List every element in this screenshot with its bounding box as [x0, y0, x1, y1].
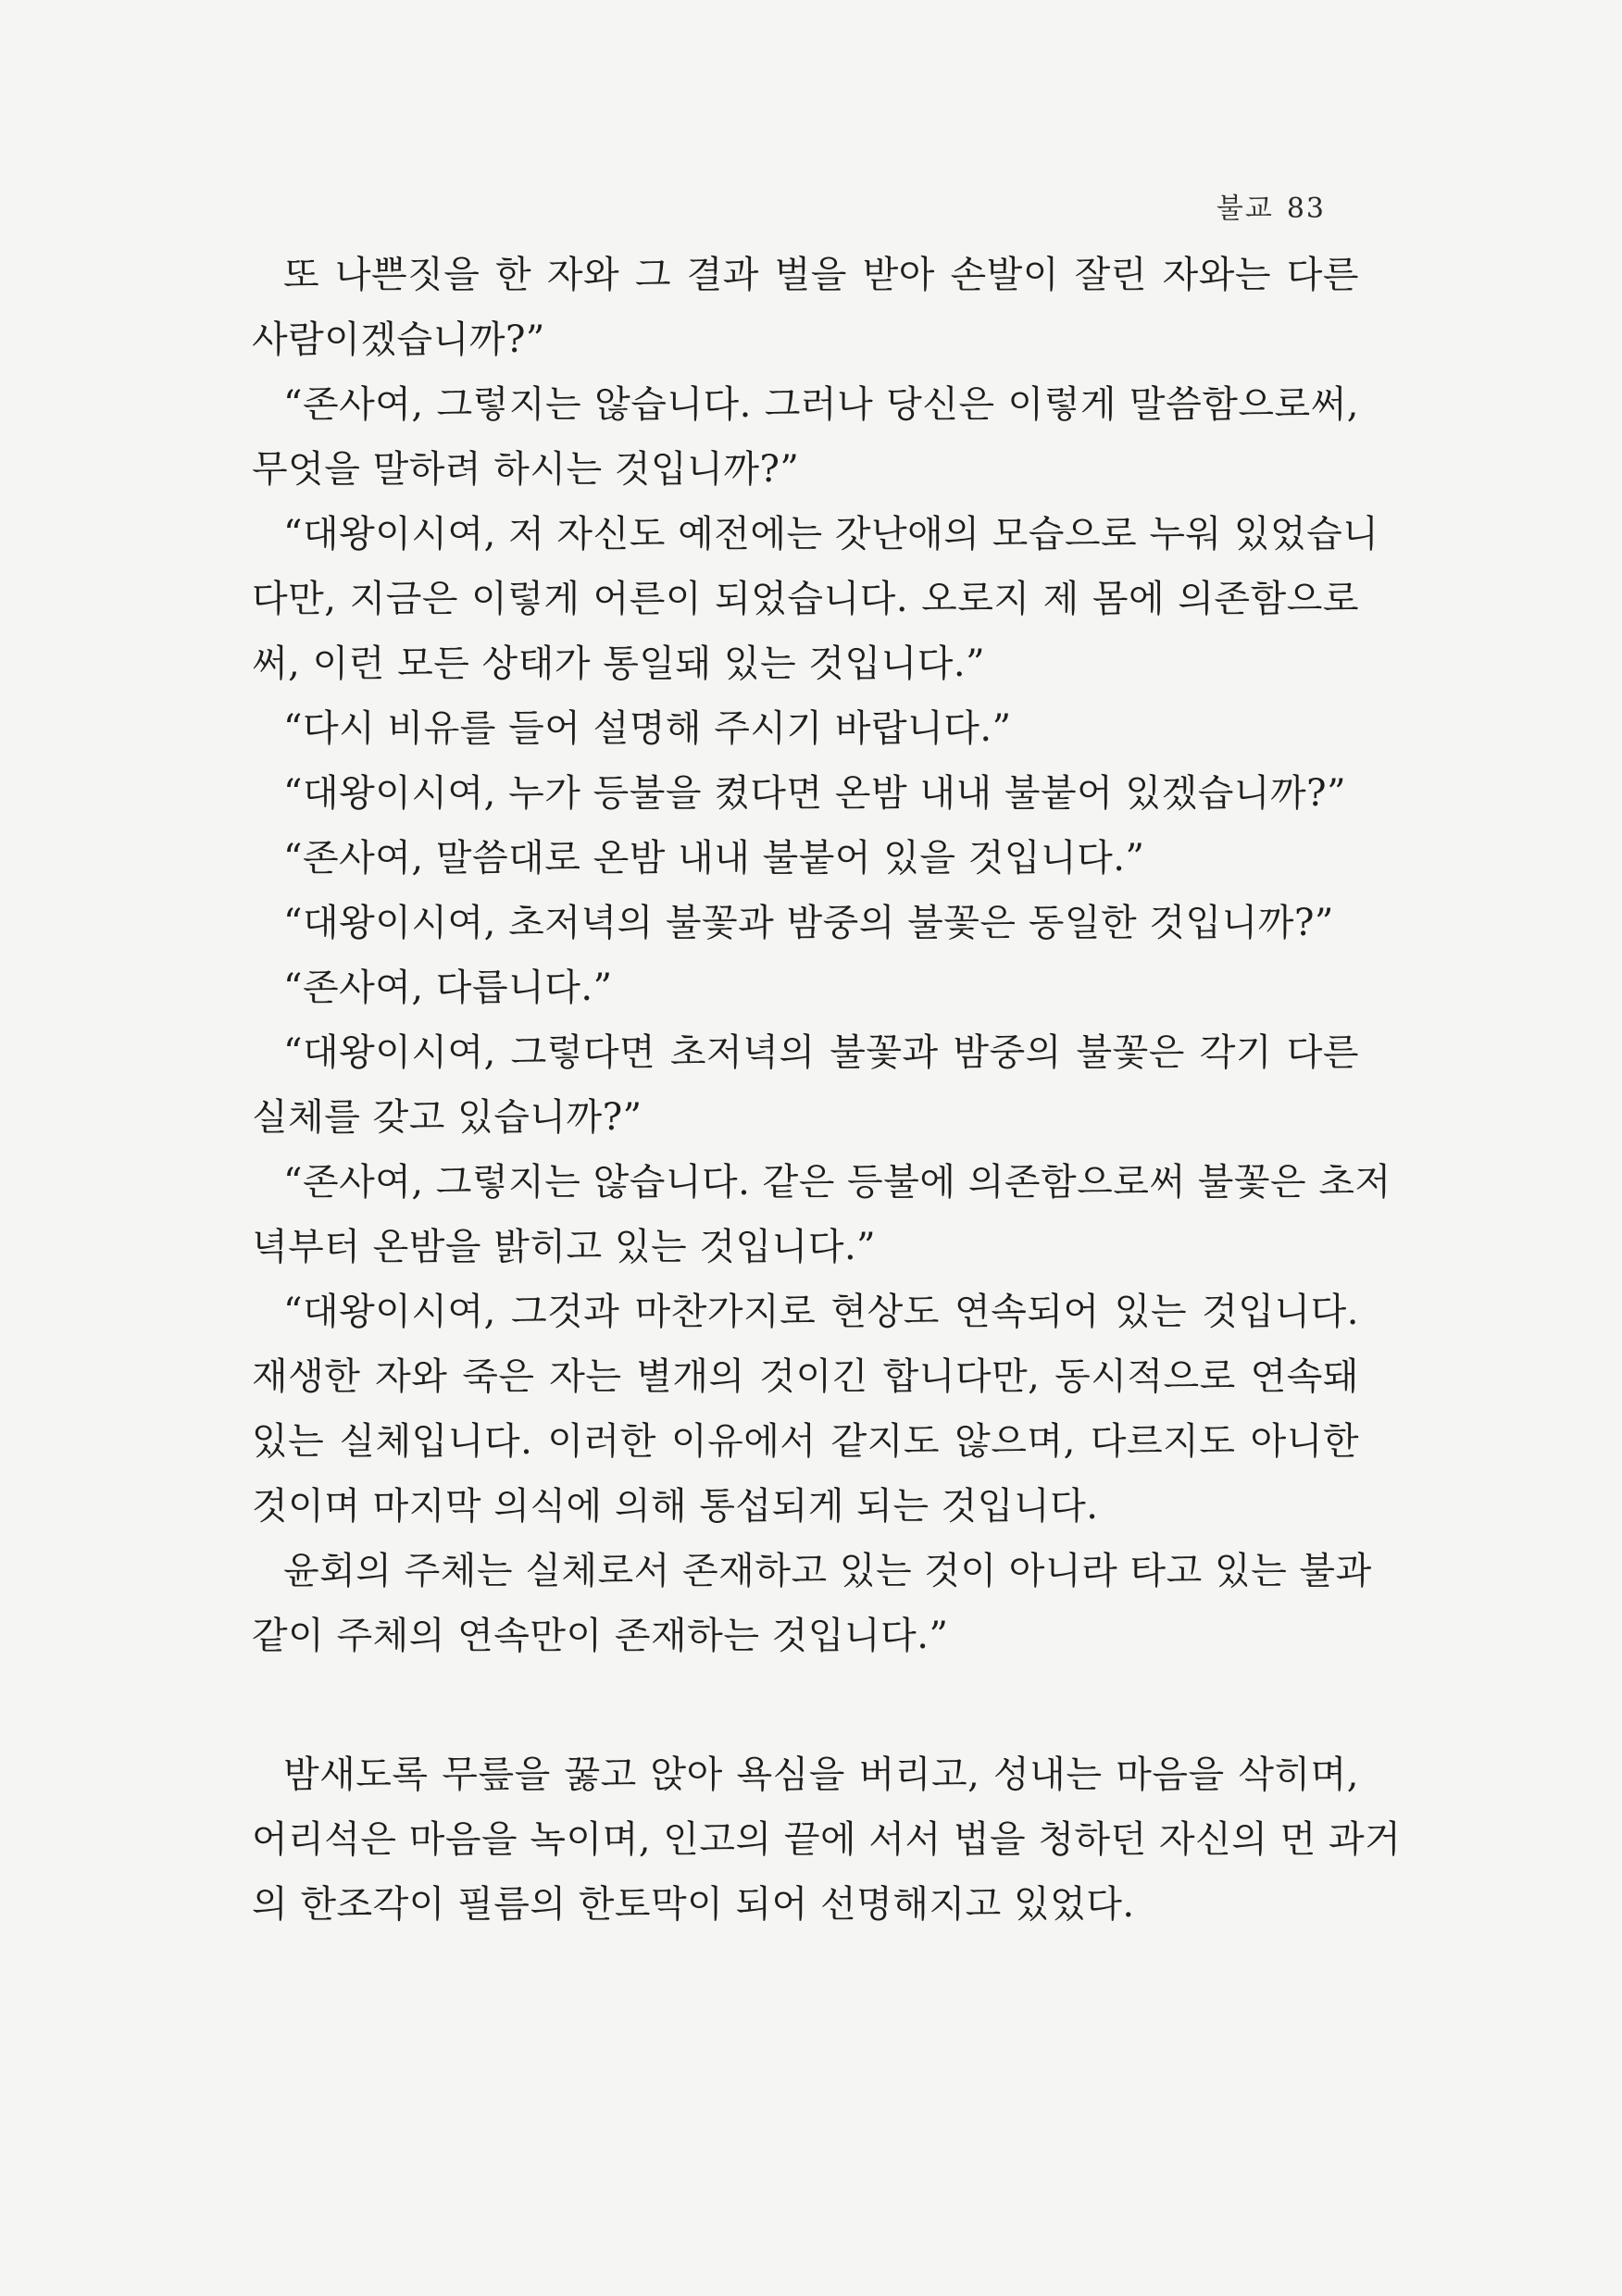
text-line: 같이 주체의 연속만이 존재하는 것입니다.”: [252, 1615, 949, 1657]
text-line: 써, 이런 모든 상태가 통일돼 있는 것입니다.”: [252, 643, 986, 685]
text-line: 어리석은 마음을 녹이며, 인고의 끝에 서서 법을 청하던 자신의 먼 과거: [252, 1818, 1402, 1861]
text-line: “다시 비유를 들어 설명해 주시기 바랍니다.”: [283, 707, 1012, 750]
text-line: “대왕이시여, 그렇다면 초저녁의 불꽃과 밤중의 불꽃은 각기 다른: [283, 1031, 1359, 1074]
text-line: 재생한 자와 죽은 자는 별개의 것이긴 합니다만, 동시적으로 연속돼: [252, 1355, 1359, 1398]
text-line: “존사여, 그렇지는 않습니다. 그러나 당신은 이렇게 말씀함으로써,: [283, 383, 1359, 426]
text-line: 것이며 마지막 의식에 의해 통섭되게 되는 것입니다.: [252, 1485, 1099, 1528]
text-line: 실체를 갖고 있습니까?”: [252, 1096, 643, 1139]
text-line: 또 나쁜짓을 한 자와 그 결과 벌을 받아 손발이 잘린 자와는 다른: [283, 254, 1359, 296]
text-line: 녁부터 온밤을 밝히고 있는 것입니다.”: [252, 1226, 877, 1268]
text-line: 의 한조각이 필름의 한토막이 되어 선명해지고 있었다.: [252, 1883, 1135, 1926]
paragraph-gap: [252, 1668, 1359, 1742]
text-line: “대왕이시여, 누가 등불을 켰다면 온밤 내내 불붙어 있겠습니까?”: [283, 772, 1347, 815]
text-line: “존사여, 말씀대로 온밤 내내 불붙어 있을 것입니다.”: [283, 837, 1145, 880]
text-line: 무엇을 말하려 하시는 것입니까?”: [252, 448, 800, 491]
text-line: 있는 실체입니다. 이러한 이유에서 같지도 않으며, 다르지도 아니한: [252, 1420, 1359, 1463]
text-line: 밤새도록 무릎을 꿇고 앉아 욕심을 버리고, 성내는 마음을 삭히며,: [283, 1753, 1359, 1796]
text-line: “대왕이시여, 초저녁의 불꽃과 밤중의 불꽃은 동일한 것입니까?”: [283, 902, 1334, 944]
text-line: 사람이겠습니까?”: [252, 318, 545, 361]
text-line: “대왕이시여, 그것과 마찬가지로 현상도 연속되어 있는 것입니다.: [283, 1291, 1359, 1333]
body-text: [252, 243, 1402, 1937]
text-line: “존사여, 그렇지는 않습니다. 같은 등불에 의존함으로써 불꽃은 초저: [283, 1161, 1391, 1204]
text-line: “대왕이시여, 저 자신도 예전에는 갓난애의 모습으로 누워 있었습니: [283, 513, 1379, 555]
page-number: 83: [1286, 193, 1326, 225]
text-line: 윤회의 주체는 실체로서 존재하고 있는 것이 아니라 타고 있는 불과: [283, 1550, 1372, 1592]
running-header: [1216, 185, 1326, 226]
text-line: “존사여, 다릅니다.”: [283, 967, 613, 1009]
running-header-title: 불교: [1216, 193, 1274, 225]
text-line: 다만, 지금은 이렇게 어른이 되었습니다. 오로지 제 몸에 의존함으로: [252, 578, 1359, 620]
